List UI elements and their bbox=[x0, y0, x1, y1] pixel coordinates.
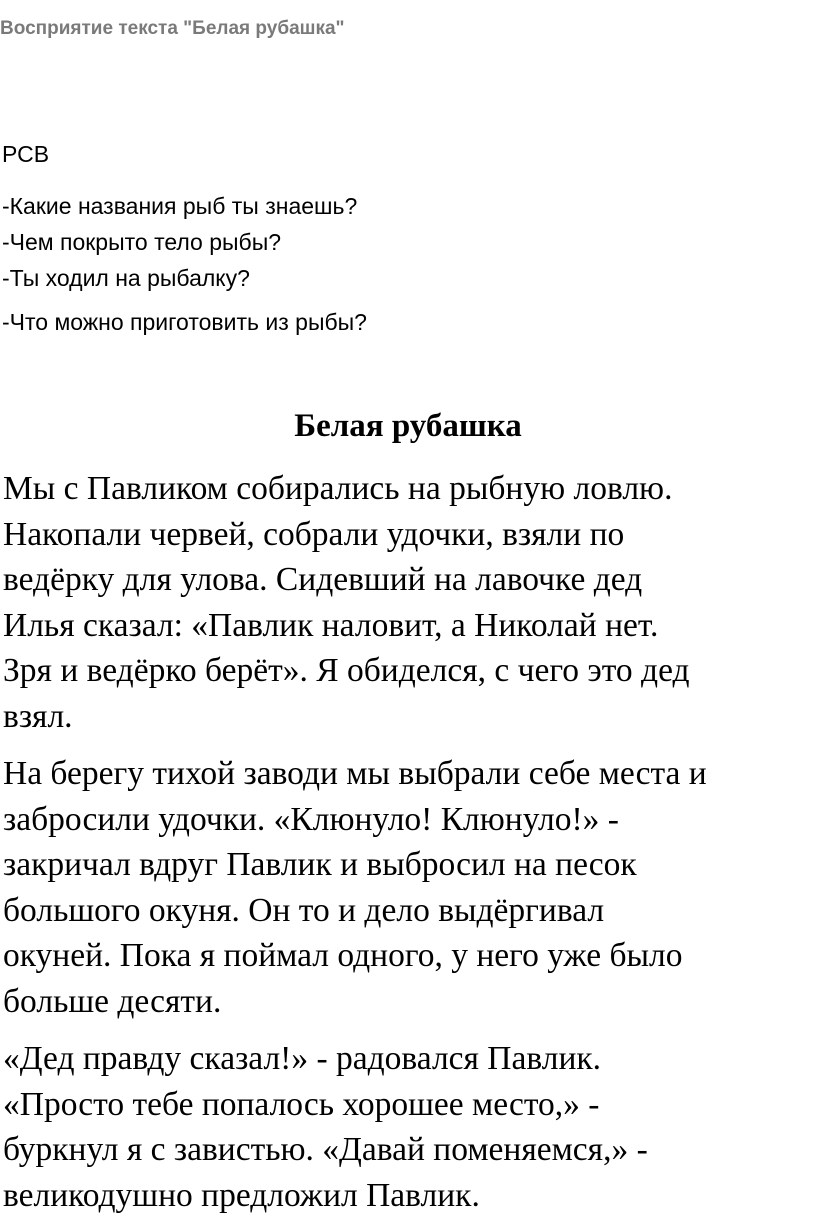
paragraph-line: Зря и ведёрко берёт». Я обиделся, с чего это дед bbox=[3, 652, 690, 689]
paragraph-line: окуней. Пока я поймал одного, у него уже было bbox=[3, 937, 683, 974]
paragraph-line: ведёрку для улова. Сидевший на лавочке дед bbox=[3, 561, 643, 598]
paragraph-line: «Дед правду сказал!» - радовался Павлик. bbox=[3, 1040, 602, 1077]
question-4: -Что можно приготовить из рыбы? bbox=[2, 309, 367, 335]
rsv-section bbox=[2, 138, 367, 340]
paragraph-2 bbox=[3, 751, 815, 1024]
story-title: Белая рубашка bbox=[294, 408, 522, 444]
paragraph-line: забросили удочки. «Клюнуло! Клюнуло!» - bbox=[3, 800, 619, 838]
paragraph-line: Мы с Павликом собирались на рыбную ловлю. bbox=[3, 470, 673, 507]
paragraph-line: закричал вдруг Павлик и выбросил на песок bbox=[3, 846, 637, 883]
paragraph-line: великодушно предложил Павлик. bbox=[3, 1176, 480, 1214]
story-text bbox=[3, 466, 815, 1218]
paragraph-line: взял. bbox=[3, 697, 73, 735]
question-2: -Чем покрыто тело рыбы? bbox=[2, 229, 282, 255]
rsv-label: РСВ bbox=[2, 141, 50, 167]
paragraph-line: большого окуня. Он то и дело выдёргивал bbox=[3, 891, 605, 929]
paragraph-line: буркнул я с завистью. «Давай поменяемся,» - bbox=[3, 1131, 648, 1168]
paragraph-line: «Просто тебе попалось хорошее место,» - bbox=[3, 1085, 600, 1123]
paragraph-line: Илья сказал: «Павлик наловит, а Николай нет. bbox=[3, 606, 659, 644]
paragraph-line: Накопали червей, собрали удочки, взяли по bbox=[3, 515, 625, 553]
question-3: -Ты ходил на рыбалку? bbox=[2, 265, 250, 291]
document-header: Восприятие текста "Белая рубашка" bbox=[0, 18, 345, 39]
paragraph-line: На берегу тихой заводи мы выбрали себе места и bbox=[3, 755, 707, 792]
paragraph-1 bbox=[3, 466, 815, 739]
question-1: -Какие названия рыб ты знаешь? bbox=[2, 193, 358, 219]
paragraph-line: больше десяти. bbox=[3, 982, 222, 1020]
paragraph-3 bbox=[3, 1036, 815, 1218]
